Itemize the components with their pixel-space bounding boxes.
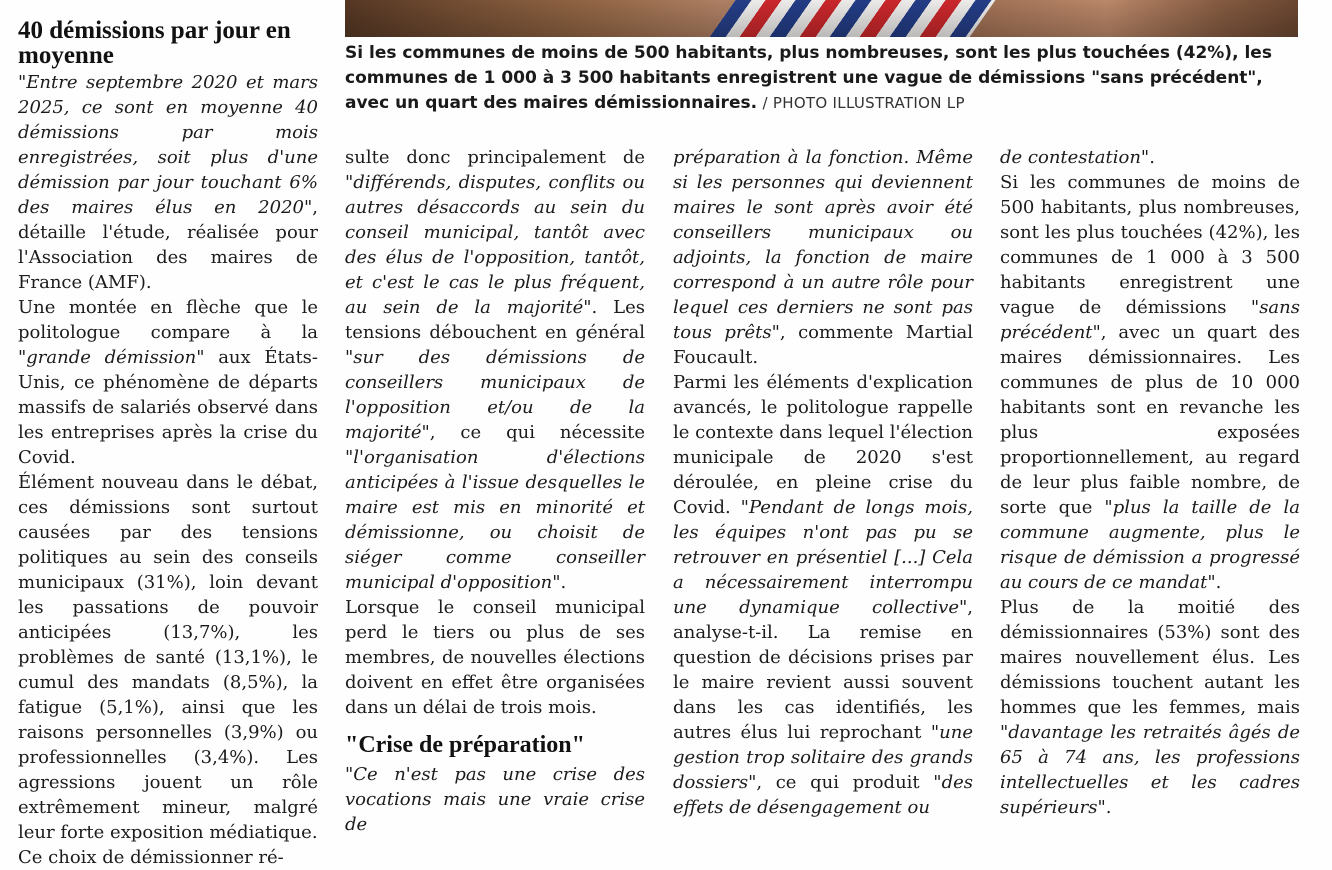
- paragraph: Parmi les éléments d'explication avancés, le politologue rappelle le contexte dans lequel l'élection municipale de 2020 s'est déroulée, en pleine crise du Covid. "Pendant de longs mois, les équipes n'ont pas pu se retrouver en présentiel [...] Cela a nécessairement interrompu une dynamique collective", analyse-t-il. La remise en question de décisions prises par le maire revient aussi souvent dans les cas identifiés, les autres élus lui reprochant "une gestion trop solitaire des grands dossiers", ce qui produit "des effets de désengagement ou: [673, 372, 974, 818]
- paragraph: "Ce n'est pas une crise des vocations mais une vraie crise de: [345, 764, 645, 835]
- paragraph: Une montée en flèche que le politologue compare à la "grande démission" aux États-Unis, ce phénomène de départs massifs de salariés observé dans les entreprises après la crise du Covid.: [18, 297, 319, 468]
- caption-text: Si les communes de moins de 500 habitants, plus nombreuses, sont les plus touchées (42%), les communes de 1 000 à 3 500 habitants enregistrent une vague de démissions "sans précédent", avec un quart des maires démissionnaires.: [345, 43, 1272, 113]
- paragraph: Ce choix de démissionner ré-: [18, 847, 284, 868]
- photo-caption: [345, 41, 1298, 116]
- paragraph: préparation à la fonction. Même si les personnes qui deviennent maires le sont après avoir été conseillers municipaux ou adjoints, la fonction de maire correspond à un autre rôle pour lequel ces derniers ne sont pas tous prêts", commente Martial Foucault.: [673, 147, 973, 368]
- article-column-2: [345, 145, 645, 837]
- paragraph: "Entre septembre 2020 et mars 2025, ce sont en moyenne 40 démissions par mois enregistrées, soit plus d'une démission par jour touchant 6% des maires élus en 2020", détaille l'étude, réalisée pour l'Association des maires de France (AMF).: [18, 72, 318, 293]
- paragraph: Lorsque le conseil municipal perd le tiers ou plus de ses membres, de nouvelles élections doivent en effet être organisées dans un délai de trois mois.: [345, 597, 645, 718]
- section-heading: 40 démissions par jour en moyenne: [18, 17, 291, 69]
- photo-credit: / PHOTO ILLUSTRATION LP: [762, 94, 965, 112]
- paragraph: Plus de la moitié des démissionnaires (53%) sont des maires nouvellement élus. Les démissions touchent autant les hommes que les femmes, mais "davantage les retraités âgés de 65 à 74 ans, les professions intellectuelles et les cadres supérieurs".: [1000, 597, 1300, 818]
- article-column-4: [1000, 145, 1300, 820]
- article-column-1: [18, 70, 318, 870]
- paragraph: Élément nouveau dans le débat, ces démissions sont surtout causées par des tensions politiques au sein des conseils municipaux (31%), loin devant les passations de pouvoir anticipées (13,7%), les problèmes de santé (13,1%), le cumul des mandats (8,5%), la fatigue (5,1%), ainsi que les raisons personnelles (3,9%) ou professionnelles (3,4%). Les agressions jouent un rôle extrêmement mineur, malgré leur forte exposition médiatique.: [18, 472, 318, 843]
- subheading: "Crise de préparation": [345, 732, 585, 758]
- article-photo: [345, 0, 1298, 37]
- article-column-3: [673, 145, 973, 820]
- paragraph: de contestation".: [1000, 147, 1155, 168]
- paragraph: Si les communes de moins de 500 habitants, plus nombreuses, sont les plus touchées (42%), les communes de 1 000 à 3 500 habitants enregistrent une vague de démissions "sans précédent", avec un quart des maires démissionnaires. Les communes de plus de 10 000 habitants sont en revanche les plus exposées proportionnellement, au regard de leur plus faible nombre, de sorte que "plus la taille de la commune augmente, plus le risque de démission a progressé au cours de ce mandat".: [1000, 172, 1300, 593]
- paragraph: sulte donc principalement de "différends, disputes, conflits ou autres désaccords au sein du conseil municipal, tantôt avec des élus de l'opposition, tantôt, et c'est le cas le plus fréquent, au sein de la majorité". Les tensions débouchent en général "sur des démissions de conseillers municipaux de l'opposition et/ou de la majorité", ce qui nécessite "l'organisation d'élections anticipées à l'issue desquelles le maire est mis en minorité et démissionne, ou choisit de siéger comme conseiller municipal d'opposition".: [345, 147, 645, 593]
